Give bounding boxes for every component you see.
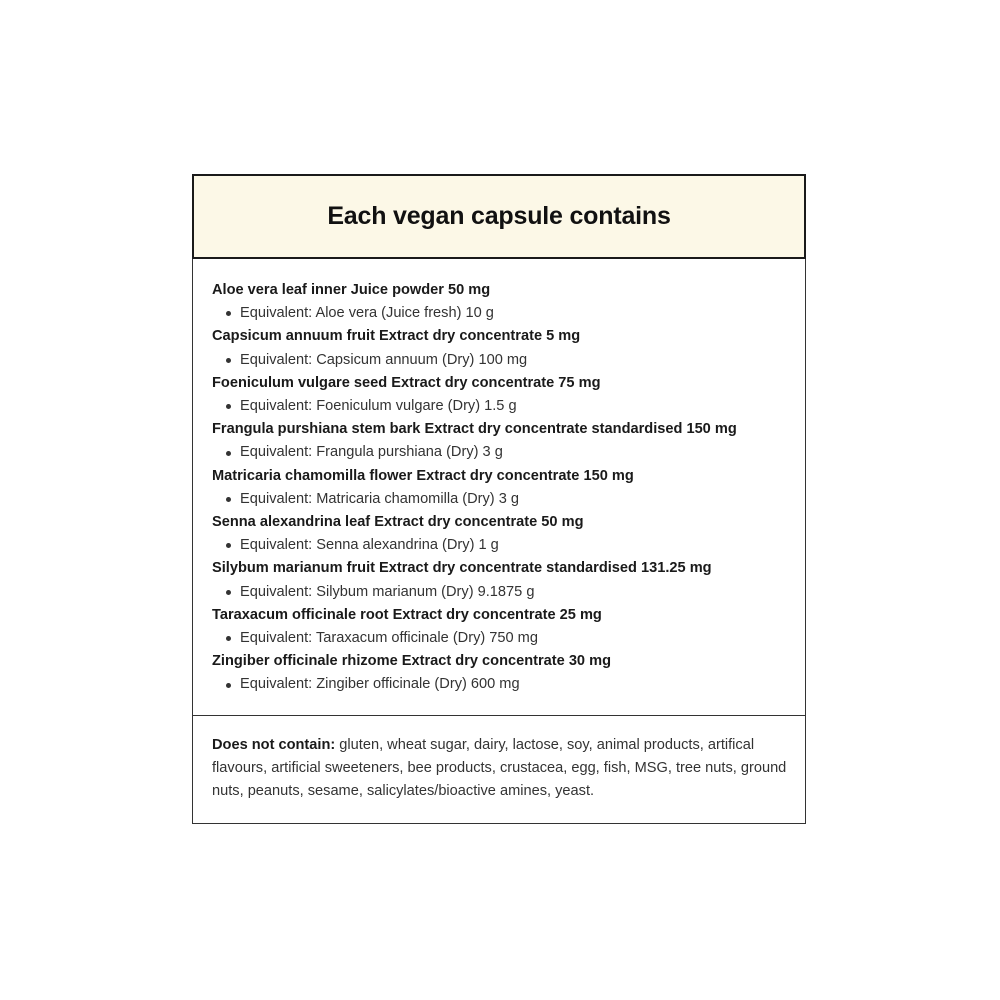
ingredient-equivalents xyxy=(212,627,787,650)
ingredient-equivalents xyxy=(212,302,787,325)
ingredient-equivalents xyxy=(212,581,787,604)
exclusions-text: gluten, wheat sugar, dairy, lactose, soy, animal products, artifical flavours, artificial sweeteners, bee products, crustacea, egg, fish, MSG, tree nuts, ground nuts, peanuts, sesame, salicylates/bioactive amines, yeast. xyxy=(212,737,787,800)
equivalent-item xyxy=(226,302,787,325)
bullet-icon xyxy=(226,497,231,502)
supplement-facts-panel xyxy=(192,174,806,824)
ingredient-equivalents xyxy=(212,441,787,464)
ingredient-item xyxy=(212,372,787,418)
ingredient-name: Senna alexandrina leaf Extract dry concentrate 50 mg xyxy=(212,514,584,531)
ingredient-item xyxy=(212,557,787,603)
equivalent-item xyxy=(226,488,787,511)
equivalent-item xyxy=(226,581,787,604)
ingredient-item xyxy=(212,279,787,325)
allergen-exclusions xyxy=(193,716,805,804)
equivalent-item xyxy=(226,534,787,557)
ingredient-name: Aloe vera leaf inner Juice powder 50 mg xyxy=(212,282,491,298)
panel-title: Each vegan capsule contains xyxy=(327,202,671,230)
ingredient-equivalents xyxy=(212,349,787,372)
bullet-icon xyxy=(226,404,231,409)
equivalent-text: Equivalent: Capsicum annuum (Dry) 100 mg xyxy=(240,351,528,368)
ingredient-name: Silybum marianum fruit Extract dry concentrate standardised 131.25 mg xyxy=(212,560,712,577)
bullet-icon xyxy=(226,358,231,363)
equivalent-text: Equivalent: Aloe vera (Juice fresh) 10 g xyxy=(240,305,494,322)
ingredient-equivalents xyxy=(212,488,787,511)
bullet-icon xyxy=(226,683,231,688)
equivalent-item xyxy=(226,627,787,650)
ingredient-list xyxy=(193,259,805,716)
ingredient-name: Frangula purshiana stem bark Extract dry concentrate standardised 150 mg xyxy=(212,421,737,438)
exclusions-label: Does not contain: xyxy=(212,737,336,753)
equivalent-item xyxy=(226,441,787,464)
ingredient-name: Zingiber officinale rhizome Extract dry concentrate 30 mg xyxy=(212,653,611,670)
ingredient-item xyxy=(212,325,787,371)
equivalent-text: Equivalent: Taraxacum officinale (Dry) 750 mg xyxy=(240,630,538,647)
ingredient-item xyxy=(212,650,787,696)
ingredient-equivalents xyxy=(212,534,787,557)
bullet-icon xyxy=(226,590,231,595)
ingredient-item xyxy=(212,418,787,464)
equivalent-text: Equivalent: Matricaria chamomilla (Dry) 3 g xyxy=(240,490,519,507)
bullet-icon xyxy=(226,311,231,316)
equivalent-text: Equivalent: Silybum marianum (Dry) 9.1875 g xyxy=(240,583,535,600)
ingredient-item xyxy=(212,604,787,650)
bullet-icon xyxy=(226,543,231,548)
ingredient-name: Foeniculum vulgare seed Extract dry concentrate 75 mg xyxy=(212,374,601,391)
equivalent-text: Equivalent: Zingiber officinale (Dry) 600 mg xyxy=(240,676,520,693)
ingredient-name: Matricaria chamomilla flower Extract dry concentrate 150 mg xyxy=(212,467,634,484)
ingredient-item xyxy=(212,465,787,511)
ingredient-item xyxy=(212,511,787,557)
bullet-icon xyxy=(226,451,231,456)
equivalent-text: Equivalent: Foeniculum vulgare (Dry) 1.5 g xyxy=(240,398,517,415)
equivalent-item xyxy=(226,673,787,696)
equivalent-item xyxy=(226,395,787,418)
equivalent-item xyxy=(226,349,787,372)
equivalent-text: Equivalent: Senna alexandrina (Dry) 1 g xyxy=(240,537,499,554)
ingredient-equivalents xyxy=(212,673,787,696)
panel-header xyxy=(192,174,806,259)
ingredient-name: Taraxacum officinale root Extract dry concentrate 25 mg xyxy=(212,606,602,623)
ingredient-equivalents xyxy=(212,395,787,418)
equivalent-text: Equivalent: Frangula purshiana (Dry) 3 g xyxy=(240,444,503,461)
ingredient-name: Capsicum annuum fruit Extract dry concentrate 5 mg xyxy=(212,328,581,345)
bullet-icon xyxy=(226,636,231,641)
